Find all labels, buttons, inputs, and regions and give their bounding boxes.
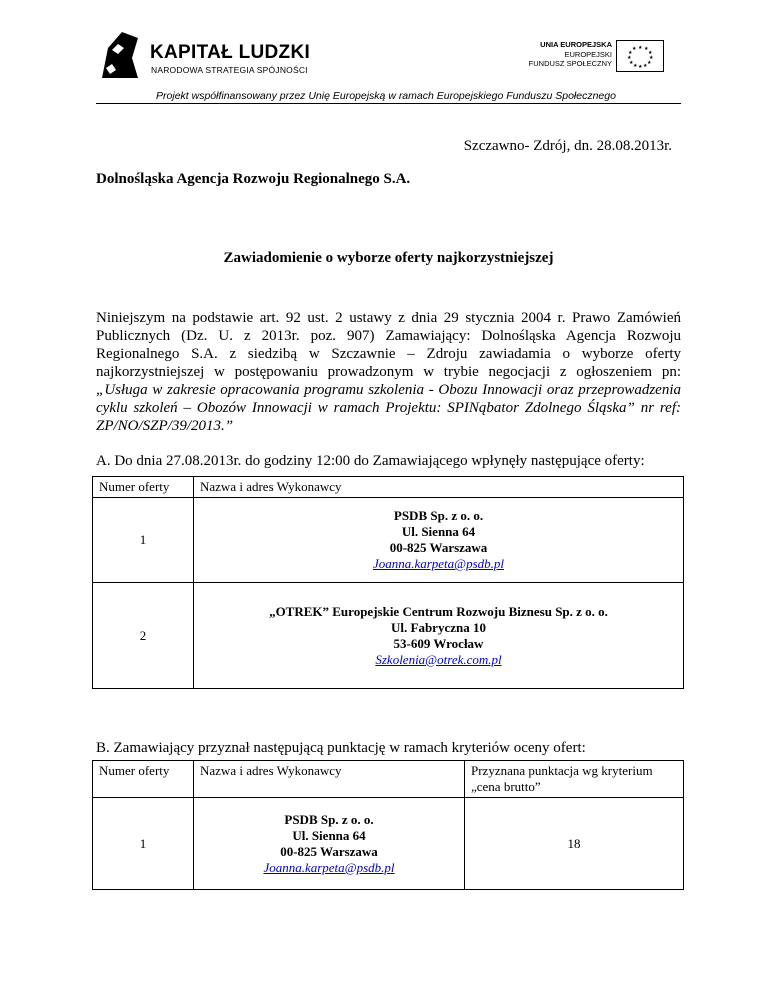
col-header-score: Przyznana punktacja wg kryterium „cena brutto” [465,761,684,798]
vendor-city: 53-609 Wrocław [393,635,484,651]
eu-line-1: UNIA EUROPEJSKA [540,40,612,49]
kapital-ludzki-logo-icon [98,28,142,80]
vendor-city: 00-825 Warszawa [280,843,378,859]
section-a-text: A. Do dnia 27.08.2013r. do godziny 12:00 do Zamawiającego wpłynęły następujące oferty: [96,453,645,469]
vendor-name: PSDB Sp. z o. o. [393,508,484,523]
score-value: 18 [465,798,684,890]
eu-line-2: EUROPEJSKI [564,49,612,59]
table-row [93,498,684,583]
offer-number: 1 [93,498,194,583]
svg-text:★: ★ [629,60,634,66]
offers-table [92,476,684,689]
col-header-number: Numer oferty [93,477,194,498]
scoring-table [92,760,684,890]
section-b-text: B. Zamawiający przyznał następującą punktację w ramach kryteriów oceny ofert: [96,740,586,756]
svg-text:★: ★ [648,50,653,56]
agency-name: Dolnośląska Agencja Rozwoju Regionalnego S.A. [96,171,411,187]
table-row [93,583,684,689]
body-paragraph [96,309,681,435]
vendor-cell [194,498,684,583]
svg-text:★: ★ [632,46,637,52]
svg-text:★: ★ [638,64,643,70]
svg-text:★: ★ [638,45,643,51]
eu-line-3: FUNDUSZ SPOŁECZNY [528,59,612,68]
svg-text:★: ★ [649,55,654,61]
header-divider [96,103,681,104]
vendor-name: PSDB Sp. z o. o. [284,811,374,827]
logo-title: KAPITAŁ LUDZKI [150,42,311,63]
svg-text:★: ★ [633,63,638,69]
vendor-street: Ul. Fabryczna 10 [391,619,486,635]
col-header-vendor: Nazwa i adres Wykonawcy [194,761,465,798]
header-note: Projekt współfinansowany przez Unię Europejską w ramach Europejskiego Funduszu Społecznego [156,90,616,102]
svg-text:★: ★ [644,46,649,52]
vendor-email-link[interactable]: Joanna.karpeta@psdb.pl [372,556,505,571]
vendor-street: Ul. Sienna 64 [292,827,366,843]
offer-number: 2 [93,583,194,689]
body-plain: Niniejszym na podstawie art. 92 ust. 2 ustawy z dnia 29 stycznia 2004 r. Prawo Zamówień Publicznych (Dz. U. z 2013r. poz. 907) Zamawiający: Dolnośląska Agencja Rozwoju Regionalnego S.A. z siedzibą w Szczawnie – Zdroju zawiadamia o wyborze oferty najkorzystniejszej w postępowaniu prowadzonym w trybie negocjacji z ogłoszeniem pn: [96,310,681,380]
table-header-row [93,761,684,798]
svg-text:★: ★ [628,50,633,56]
table-header-row [93,477,684,498]
svg-text:★: ★ [627,55,632,61]
table-row [93,798,684,890]
offer-number: 1 [93,798,194,890]
vendor-name: „OTREK” Europejskie Centrum Rozwoju Biznesu Sp. z o. o. [269,603,608,619]
svg-text:★: ★ [647,60,652,66]
vendor-cell [194,583,684,689]
col-header-vendor: Nazwa i adres Wykonawcy [194,477,684,498]
body-italic: „Usługa w zakresie opracowania programu szkolenia - Obozu Innowacji oraz przeprowadzenia cyklu szkoleń – Obozów Innowacji w ramach Projektu: SPINąbator Zdolnego Śląska” nr ref: ZP/NO/SZP/39/2013.” [96,382,681,434]
vendor-city: 00-825 Warszawa [389,540,488,555]
date-line: Szczawno- Zdrój, dn. 28.08.2013r. [463,138,672,154]
eu-label [529,40,612,69]
document-subject: Zawiadomienie o wyborze oferty najkorzystniejszej [223,250,554,266]
vendor-email-link[interactable]: Szkolenia@otrek.com.pl [375,651,502,667]
vendor-street: Ul. Sienna 64 [401,524,476,539]
logo-subtitle: NARODOWA STRATEGIA SPÓJNOŚCI [151,65,308,75]
svg-text:★: ★ [643,63,648,69]
vendor-cell [194,798,465,890]
eu-flag-icon [616,40,664,72]
vendor-email-link[interactable]: Joanna.karpeta@psdb.pl [263,859,395,875]
col-header-number: Numer oferty [93,761,194,798]
